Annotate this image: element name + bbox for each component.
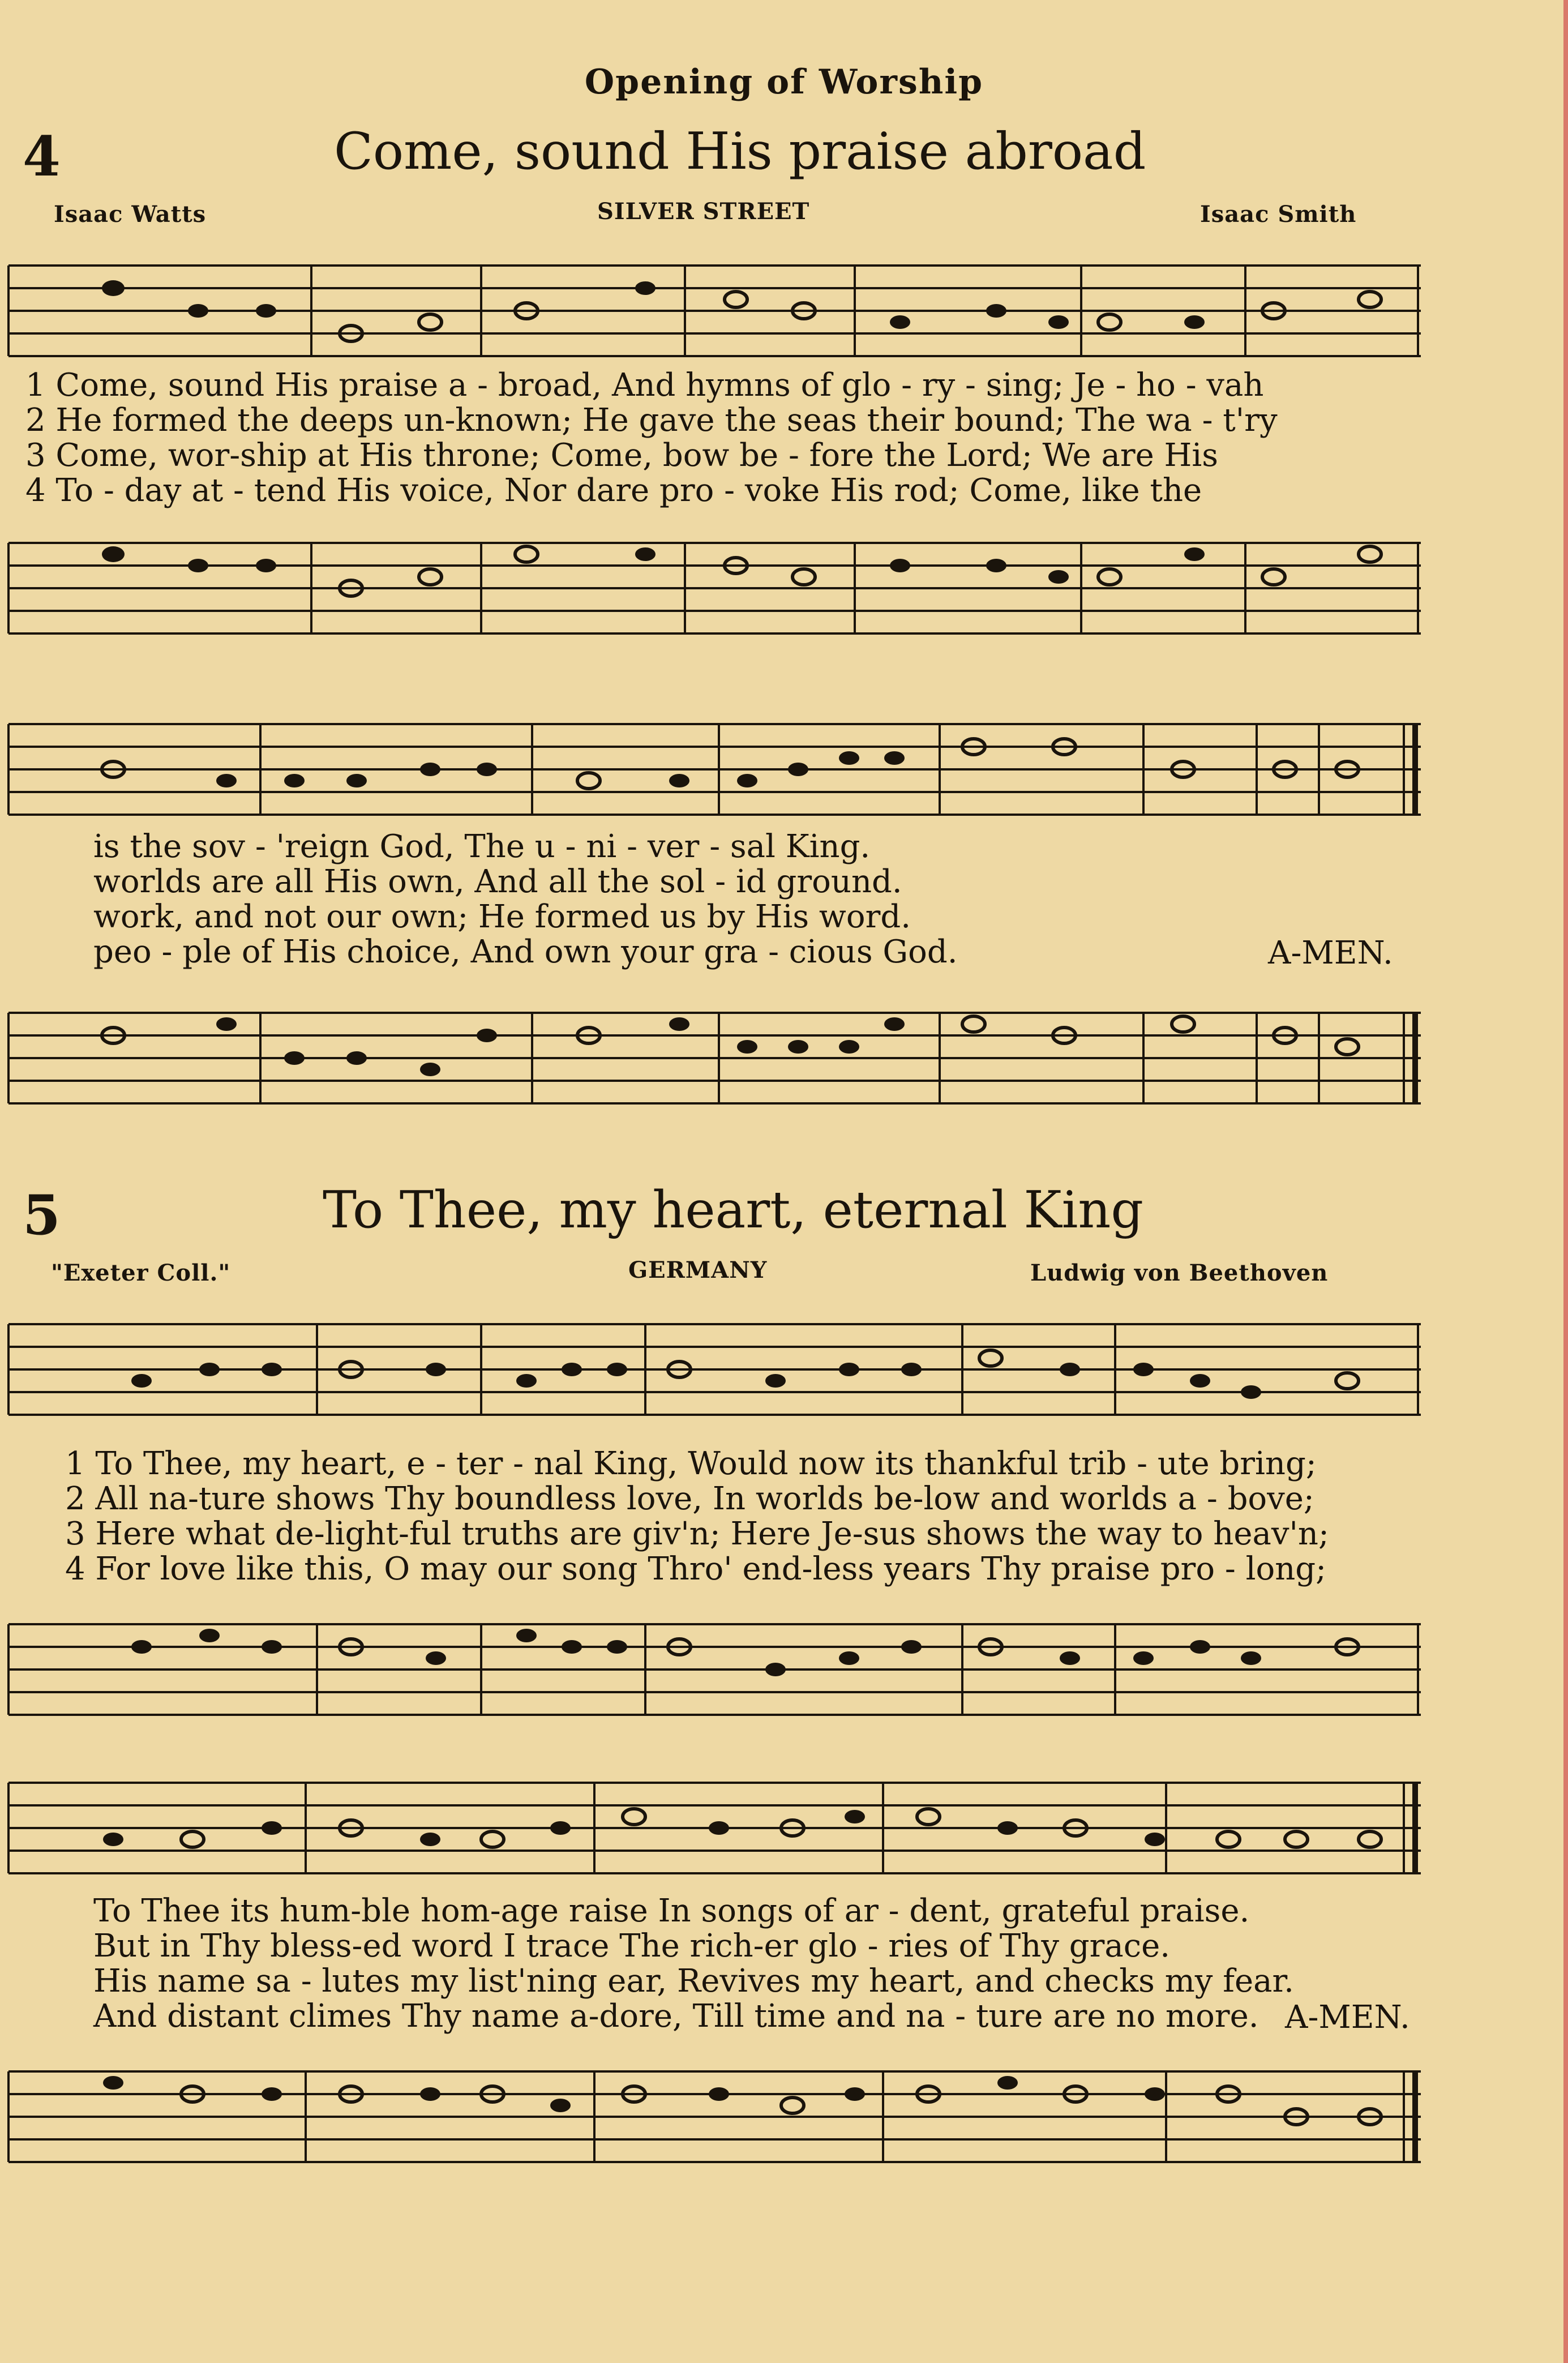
hymn-4-composer: Isaac Smith	[1200, 201, 1357, 228]
hymn-5-verse-line: His name sa - lutes my list'ning ear, Revives my heart, and checks my fear.	[93, 1963, 1294, 2000]
hymn-4-treble-staff-2	[0, 716, 1568, 829]
hymn-4-treble-staff-1	[0, 258, 1568, 371]
hymn-5-author: "Exeter Coll."	[51, 1260, 231, 1286]
hymn-4-bass-staff-2	[0, 1005, 1568, 1118]
hymn-4-verse-line: 2 He formed the deeps un-known; He gave the seas their bound; The wa - t'ry	[25, 402, 1278, 439]
hymn-4-verses-a	[25, 368, 1278, 508]
hymn-5-treble-staff-2	[0, 1775, 1568, 1888]
hymn-5-bass-staff-1	[0, 1616, 1568, 1730]
hymn-4-number: 4	[23, 125, 61, 189]
hymn-4-verse-line: 1 Come, sound His praise a - broad, And hymns of glo - ry - sing; Je - ho - vah	[25, 367, 1264, 404]
hymn-5-verse-line: 2 All na-ture shows Thy boundless love, In worlds be-low and worlds a - bove;	[65, 1480, 1314, 1517]
hymn-5-verses-a	[65, 1446, 1329, 1587]
hymn-4-verse-line: 3 Come, wor-ship at His throne; Come, bow be - fore the Lord; We are His	[25, 437, 1219, 474]
hymn-4-verse-line: peo - ple of His choice, And own your gra - cious God.	[93, 934, 958, 970]
hymn-5-number: 5	[23, 1183, 61, 1247]
hymn-4-title: Come, sound His praise abroad	[334, 122, 1146, 181]
section-header: Opening of Worship	[584, 62, 984, 102]
hymn-4-bass-staff-1	[0, 535, 1568, 648]
hymn-4-verse-line: worlds are all His own, And all the sol - id ground.	[93, 863, 902, 900]
hymn-4-verses-b	[93, 829, 958, 970]
hymn-4-tune: SILVER STREET	[597, 198, 810, 225]
hymn-5-verse-line: But in Thy bless-ed word I trace The rich-er glo - ries of Thy grace.	[93, 1928, 1171, 1964]
hymn-4-verse-line: work, and not our own; He formed us by His word.	[93, 898, 911, 935]
hymn-5-verse-line: 4 For love like this, O may our song Thro' end-less years Thy praise pro - long;	[65, 1551, 1326, 1587]
hymn-5-bass-staff-2	[0, 2064, 1568, 2177]
hymn-5-tune: GERMANY	[628, 1257, 768, 1283]
hymn-5-verse-line: 3 Here what de-light-ful truths are giv'n; Here Je-sus shows the way to heav'n;	[65, 1516, 1329, 1552]
hymn-5-verse-line: 1 To Thee, my heart, e - ter - nal King, Would now its thankful trib - ute bring;	[65, 1445, 1317, 1482]
hymn-4-amen: A-MEN.	[1268, 935, 1393, 971]
hymn-5-verse-line: To Thee its hum-ble hom-age raise In songs of ar - dent, grateful praise.	[93, 1893, 1250, 1929]
hymn-4-verse-line: is the sov - 'reign God, The u - ni - ver - sal King.	[93, 828, 871, 865]
hymn-4-verse-line: 4 To - day at - tend His voice, Nor dare pro - voke His rod; Come, like the	[25, 472, 1202, 509]
hymn-5-verses-b	[93, 1894, 1294, 2034]
hymn-5-composer: Ludwig von Beethoven	[1030, 1260, 1329, 1286]
hymn-5-title: To Thee, my heart, eternal King	[323, 1180, 1143, 1240]
hymn-5-treble-staff-1	[0, 1316, 1568, 1429]
hymn-5-verse-line: And distant climes Thy name a-dore, Till time and na - ture are no more.	[93, 1998, 1259, 2035]
hymn-4-author: Isaac Watts	[54, 201, 207, 228]
hymn-5-amen: A-MEN.	[1285, 1999, 1410, 2036]
